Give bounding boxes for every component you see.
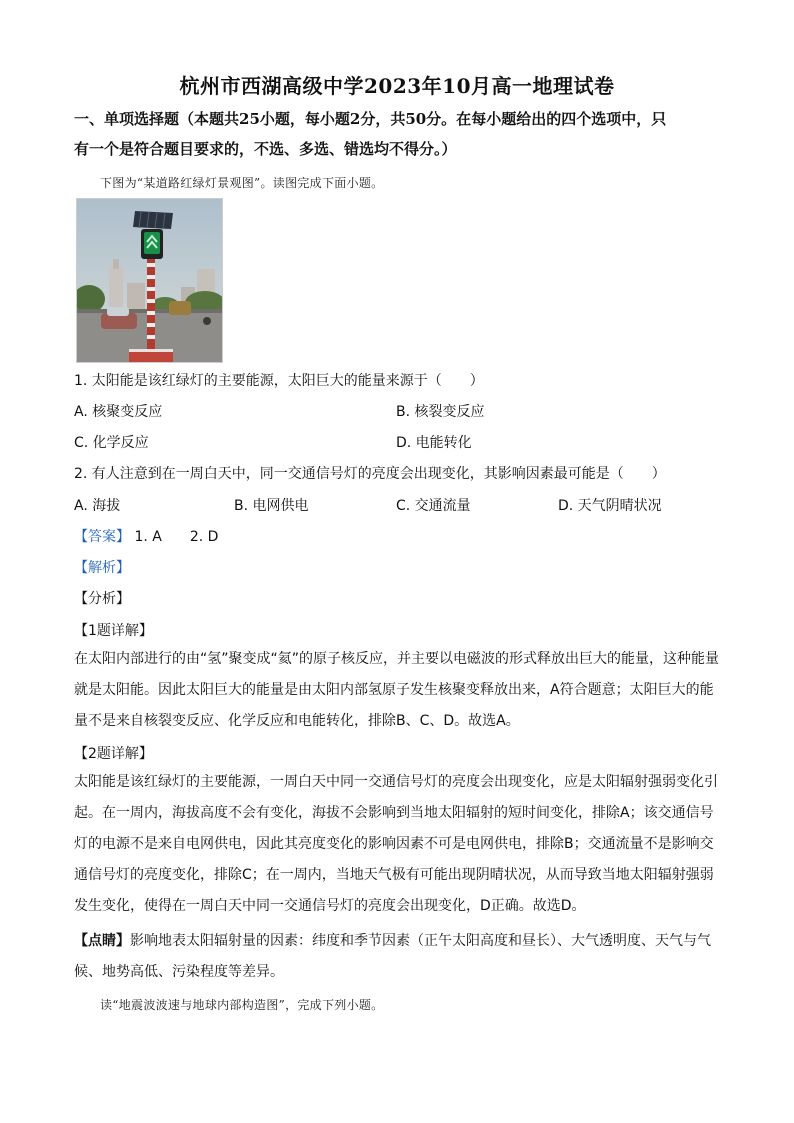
fenxi-heading: 【分析】 — [74, 591, 130, 607]
detail2-paragraph — [74, 767, 724, 922]
detail1-label: 1题详解 — [88, 623, 139, 639]
bracket-open: 【 — [74, 529, 88, 545]
q2-option-c[interactable]: C. 交通流量 — [396, 498, 471, 514]
detail1-line: 就是太阳能。因此太阳巨大的能量是由太阳内部氢原子发生核聚变释放出来，A符合题意；太阳巨大的能 — [74, 682, 714, 698]
q1-option-a[interactable]: A. 核聚变反应 — [74, 404, 163, 420]
detail2-line: 灯的电源不是来自电网供电，因此其亮度变化的影响因素不可是电网供电，排除B；交通流量不是影响交 — [74, 836, 714, 852]
answer-label: 答案 — [88, 529, 116, 545]
fenxi-label: 分析 — [88, 591, 116, 607]
question-2-stem: 2. 有人注意到在一周白天中，同一交通信号灯的亮度会出现变化，其影响因素最可能是（ ） — [74, 466, 666, 482]
detail2-line: 太阳能是该红绿灯的主要能源，一周白天中同一交通信号灯的亮度会出现变化，应是太阳辐射强弱变化引 — [74, 774, 718, 790]
q1-option-c[interactable]: C. 化学反应 — [74, 435, 149, 451]
dianjing-paragraph — [74, 926, 724, 988]
detail1-line: 在太阳内部进行的由“氢”聚变成“氦”的原子核反应，并主要以电磁波的形式释放出巨大的能量，这种能量 — [74, 651, 720, 667]
detail1-line: 量不是来自核裂变反应、化学反应和电能转化，排除B、C、D。故选A。 — [74, 713, 520, 729]
traffic-light-photo-illustration — [77, 199, 222, 362]
analysis-heading: 【解析】 — [74, 560, 130, 576]
question-1-stem: 1. 太阳能是该红绿灯的主要能源，太阳巨大的能量来源于（ ） — [74, 373, 484, 389]
q1-option-b[interactable]: B. 核裂变反应 — [396, 404, 485, 420]
dianjing-line-2: 候、地势高低、污染程度等差异。 — [74, 964, 284, 980]
question-intro: 下图为“某道路红绿灯景观图”。读图完成下面小题。 — [100, 176, 384, 190]
q2-option-a[interactable]: A. 海拔 — [74, 498, 121, 514]
q2-option-b[interactable]: B. 电网供电 — [234, 498, 309, 514]
detail2-label: 2题详解 — [88, 746, 139, 762]
detail2-heading: 【2题详解】 — [74, 746, 153, 762]
detail2-line: 发生变化，使得在一周白天中同一交通信号灯的亮度会出现变化，D正确。故选D。 — [74, 898, 586, 914]
q1-option-d[interactable]: D. 电能转化 — [396, 435, 472, 451]
answer-text: 1. A 2. D — [134, 529, 219, 545]
detail1-heading: 【1题详解】 — [74, 623, 153, 639]
bracket-close: 】 — [116, 529, 130, 545]
detail1-paragraph — [74, 644, 724, 737]
page-title: 杭州市西湖高级中学2023年10月高一地理试卷 — [179, 74, 615, 98]
dianjing-line-1: 【点睛】影响地表太阳辐射量的因素：纬度和季节因素（正午太阳高度和昼长）、大气透明度、天气与气 — [74, 933, 711, 949]
q2-option-d[interactable]: D. 天气阴晴状况 — [558, 498, 662, 514]
question-intro-2: 读“地震波波速与地球内部构造图”，完成下列小题。 — [100, 998, 384, 1012]
traffic-light-photo — [76, 198, 223, 363]
detail2-line: 通信号灯的亮度变化，排除C；在一周内，当地天气极有可能出现阴晴状况，从而导致当地太阳辐射强弱 — [74, 867, 714, 883]
section-heading-line2: 有一个是符合题目要求的，不选、多选、错选均不得分。） — [74, 140, 457, 158]
section-heading-line1: 一、单项选择题（本题共25小题，每小题2分，共50分。在每小题给出的四个选项中，只 — [74, 110, 667, 128]
dianjing-label: 点睛 — [88, 933, 116, 949]
dianjing-text-1: 影响地表太阳辐射量的因素：纬度和季节因素（正午太阳高度和昼长）、大气透明度、天气与气 — [130, 933, 711, 949]
analysis-label: 解析 — [88, 560, 116, 576]
answer-line — [74, 526, 218, 546]
detail2-line: 起。在一周内，海拔高度不会有变化，海拔不会影响到当地太阳辐射的短时间变化，排除A；该交通信号 — [74, 805, 714, 821]
